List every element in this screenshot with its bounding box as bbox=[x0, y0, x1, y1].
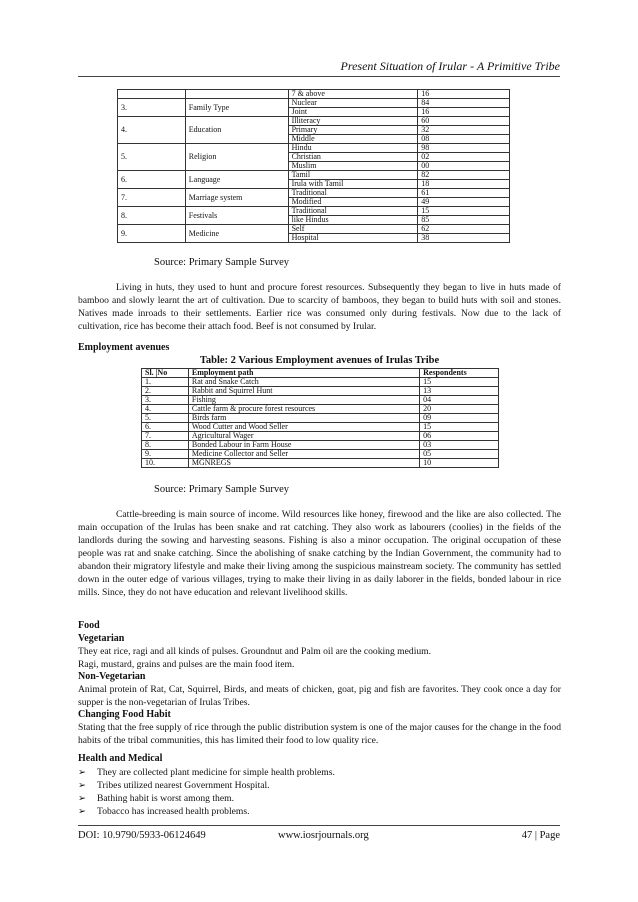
cell-value: 98 bbox=[418, 144, 510, 153]
table-cell: 05 bbox=[420, 450, 499, 459]
footer-page-number: 47 | Page bbox=[521, 830, 560, 841]
non-vegetarian-heading: Non-Vegetarian bbox=[78, 671, 146, 682]
cell-value: 60 bbox=[418, 117, 510, 126]
cell-category: Christian bbox=[288, 153, 418, 162]
table-cell: 15 bbox=[420, 423, 499, 432]
list-item bbox=[78, 766, 561, 779]
table-cell: 03 bbox=[420, 441, 499, 450]
running-header bbox=[78, 58, 560, 77]
table-cell: MGNREGS bbox=[188, 459, 419, 468]
paragraph-living-huts: Living in huts, they used to hunt and procure forest resources. Subsequently they began to live in huts made of bamboo and slowly learnt the art of cultivation. Due to scarcity of bamboos, they began to build huts with soil and stones. Natives made inroads to their settlements. Earlier rice was consumed only during festivals. Now due to the lack of cultivation, rice has become their attach food. Beef is not consumed by Irular. bbox=[78, 282, 561, 332]
table-cell: Agricultural Wager bbox=[188, 432, 419, 441]
cell-category: Primary bbox=[288, 126, 418, 135]
cell-attribute: Marriage system bbox=[185, 189, 288, 207]
table-cell: Rabbit and Squirrel Hunt bbox=[188, 387, 419, 396]
arrow-bullet-icon: ➢ bbox=[78, 806, 87, 817]
cell-attribute: Festivals bbox=[185, 207, 288, 225]
cell-value: 85 bbox=[418, 216, 510, 225]
cell-value: 08 bbox=[418, 135, 510, 144]
vegetarian-line-1: They eat rice, ragi and all kinds of pulses. Groundnut and Palm oil are the cooking medium. bbox=[78, 646, 432, 657]
table-cell: 1. bbox=[142, 378, 189, 387]
cell-category: Middle bbox=[288, 135, 418, 144]
cell-value: 61 bbox=[418, 189, 510, 198]
table-cell: 13 bbox=[420, 387, 499, 396]
cell-serial: 8. bbox=[118, 207, 186, 225]
non-vegetarian-text: Animal protein of Rat, Cat, Squirrel, Birds, and meats of chicken, goat, pig and fish are favorites. They cook once a day for supper is the non-vegetarian of Irulas Tribes. bbox=[78, 684, 561, 708]
list-item-text: Bathing habit is worst among them. bbox=[97, 793, 234, 804]
table-cell: 04 bbox=[420, 396, 499, 405]
food-heading: Food bbox=[78, 620, 100, 631]
cell-category: Hospital bbox=[288, 234, 418, 243]
list-item-text: Tobacco has increased health problems. bbox=[97, 806, 250, 817]
health-heading: Health and Medical bbox=[78, 753, 163, 764]
cell-serial: 7. bbox=[118, 189, 186, 207]
table-cell: Medicine Collector and Seller bbox=[188, 450, 419, 459]
list-item-text: They are collected plant medicine for simple health problems. bbox=[97, 767, 335, 778]
table2-source: Source: Primary Sample Survey bbox=[154, 484, 290, 495]
page-footer bbox=[78, 825, 560, 844]
vegetarian-line-2: Ragi, mustard, grains and pulses are the main food item. bbox=[78, 659, 295, 670]
cell-attribute: Family Type bbox=[185, 99, 288, 117]
table-cell: Rat and Snake Catch bbox=[188, 378, 419, 387]
cell-value: 15 bbox=[418, 207, 510, 216]
table-cell: 20 bbox=[420, 405, 499, 414]
table-row bbox=[118, 99, 510, 108]
table-cell: Bonded Labour in Farm House bbox=[188, 441, 419, 450]
cell-category: Illiteracy bbox=[288, 117, 418, 126]
table-cell: 6. bbox=[142, 423, 189, 432]
table-cell: Cattle farm & procure forest resources bbox=[188, 405, 419, 414]
column-header: Employment path bbox=[188, 369, 419, 378]
arrow-bullet-icon: ➢ bbox=[78, 780, 87, 791]
column-header: Sl. |No bbox=[142, 369, 189, 378]
employment-table bbox=[141, 368, 499, 468]
table-cell: 5. bbox=[142, 414, 189, 423]
cell-value: 16 bbox=[418, 108, 510, 117]
table1-source: Source: Primary Sample Survey bbox=[154, 257, 290, 268]
table-cell: 9. bbox=[142, 450, 189, 459]
footer-website: www.iosrjournals.org bbox=[278, 830, 369, 841]
cell-category: Tamil bbox=[288, 171, 418, 180]
cell-serial: 5. bbox=[118, 144, 186, 171]
cell-value: 49 bbox=[418, 198, 510, 207]
cell-value: 84 bbox=[418, 99, 510, 108]
column-header: Respondents bbox=[420, 369, 499, 378]
table-cell: 10 bbox=[420, 459, 499, 468]
cell-category: Joint bbox=[288, 108, 418, 117]
cell-category: Muslim bbox=[288, 162, 418, 171]
changing-food-habit-text: Stating that the free supply of rice through the public distribution system is one of the major causes for the change in the food habits of the tribal communities, this has limited their food to low quality rice. bbox=[78, 722, 561, 746]
cell-category: like Hindus bbox=[288, 216, 418, 225]
cell-value: 16 bbox=[418, 90, 510, 99]
cell-value: 18 bbox=[418, 180, 510, 189]
table2-caption: Table: 2 Various Employment avenues of Irulas Tribe bbox=[199, 355, 440, 366]
cell-value: 82 bbox=[418, 171, 510, 180]
running-title: Present Situation of Irular - A Primitive Tribe bbox=[340, 59, 560, 73]
cell-serial: 3. bbox=[118, 99, 186, 117]
cell-value: 00 bbox=[418, 162, 510, 171]
table-cell: 2. bbox=[142, 387, 189, 396]
changing-food-habit-heading: Changing Food Habit bbox=[78, 709, 171, 720]
list-item bbox=[78, 779, 561, 792]
cell-category: 7 & above bbox=[288, 90, 418, 99]
vegetarian-heading: Vegetarian bbox=[78, 633, 125, 644]
cell-attribute: Medicine bbox=[185, 225, 288, 243]
cell-value: 38 bbox=[418, 234, 510, 243]
list-item bbox=[78, 805, 561, 818]
table-row bbox=[142, 459, 499, 468]
list-item bbox=[78, 792, 561, 805]
cell-serial: 4. bbox=[118, 117, 186, 144]
employment-heading: Employment avenues bbox=[78, 342, 170, 353]
cell-serial: 9. bbox=[118, 225, 186, 243]
table-cell: Fishing bbox=[188, 396, 419, 405]
demographics-table bbox=[117, 89, 510, 243]
cell-attribute bbox=[185, 90, 288, 99]
paragraph-cattle-breeding: Cattle-breeding is main source of income. Wild resources like honey, firewood and the like are also collected. The main occupation of the Irulas has been snake and rat catching. They also work as labourers (coolies) in the fields of the landlords during the sowing and harvesting seasons. Fishing is also a minor occupation. The original occupation of these people was rat and snake catching. Since the abolishing of snake catching by the Indian Government, the community had to abandon their migratory lifestyle and make their living among the suspicious mainstream society. The community has settled down in the outer edge of various villages, trying to make their living in as daily laborer in the fields, bonded labour in rice mills. Since, they do not have education and relevant livelihood skills. bbox=[78, 509, 561, 598]
cell-category: Nuclear bbox=[288, 99, 418, 108]
list-item-text: Tribes utilized nearest Government Hospital. bbox=[97, 780, 270, 791]
cell-category: Hindu bbox=[288, 144, 418, 153]
table-cell: 7. bbox=[142, 432, 189, 441]
health-list bbox=[78, 766, 561, 818]
footer-doi: DOI: 10.9790/5933-06124649 bbox=[78, 830, 206, 841]
arrow-bullet-icon: ➢ bbox=[78, 793, 87, 804]
cell-category: Self bbox=[288, 225, 418, 234]
table-cell: 10. bbox=[142, 459, 189, 468]
cell-category: Modified bbox=[288, 198, 418, 207]
cell-attribute: Education bbox=[185, 117, 288, 144]
cell-value: 62 bbox=[418, 225, 510, 234]
table-cell: 3. bbox=[142, 396, 189, 405]
table-cell: 06 bbox=[420, 432, 499, 441]
cell-category: Traditional bbox=[288, 207, 418, 216]
cell-category: Traditional bbox=[288, 189, 418, 198]
table-cell: 8. bbox=[142, 441, 189, 450]
table-cell: 15 bbox=[420, 378, 499, 387]
cell-attribute: Religion bbox=[185, 144, 288, 171]
table-cell: 4. bbox=[142, 405, 189, 414]
cell-serial bbox=[118, 90, 186, 99]
table-cell: Birds farm bbox=[188, 414, 419, 423]
cell-value: 32 bbox=[418, 126, 510, 135]
arrow-bullet-icon: ➢ bbox=[78, 767, 87, 778]
cell-serial: 6. bbox=[118, 171, 186, 189]
table-cell: 09 bbox=[420, 414, 499, 423]
cell-attribute: Language bbox=[185, 171, 288, 189]
cell-value: 02 bbox=[418, 153, 510, 162]
table-cell: Wood Cutter and Wood Seller bbox=[188, 423, 419, 432]
cell-category: Irula with Tamil bbox=[288, 180, 418, 189]
